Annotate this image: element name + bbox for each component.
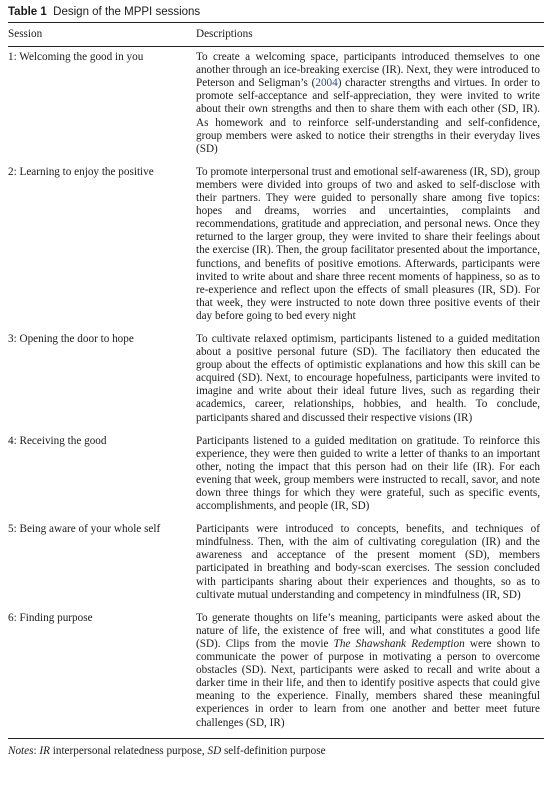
session-name: 5: Being aware of your whole self [8,523,161,536]
table-title: Design of the MPPI sessions [53,6,201,18]
table-row [8,329,544,431]
session-description: Participants listened to a guided meditation on gratitude. To reinforce this experience, they were then guided to write a letter of thanks to an important other, noting the impact that this person had on their life (IR). For each evening that week, group members were instructed to recall, savor, and note down three things for which they were grateful, such as specific events, accomplishments, and people (IR, SD) [196,434,540,513]
table-row [8,47,544,162]
notes-label: Notes [8,744,34,757]
session-description: To promote interpersonal trust and emotional self-awareness (IR, SD), group members were divided into groups of two and asked to self-disclose with their partners. They were guided to personally share among five topics: hopes and dreams, worries and uncertainties, complaints and recommendations, gratitude and appreciation, and personal news. Once they returned to the larger group, they were invited to share their feelings about the exercise (IR). Then, the group facilitator presented about the importance, functions, and benefits of positive emotions. Afterwards, participants were invited to write about and share three recent moments of happiness, so as to re-experience and reflect upon the effects of small pleasures (IR, SD). For that week, they were instructed to note down three positive events of their day before going to bed every night [196,165,540,322]
table-row [8,162,544,329]
table-caption [8,5,544,22]
table-row [8,608,544,738]
table-label: Table 1 [8,6,47,18]
session-description: To cultivate relaxed optimism, participants listened to a guided meditation about a positive personal future (SD). The faciliatory then educated the group about the effects of optimistic explanations and how this skill can be acquired (SD). Next, to encourage hopefulness, participants were invited to imagine and write about their ideal future lives, such as regarding their academics, career, relationships, hobbies, and health. To conclude, participants shared and discussed their respective visions (IR) [196,332,540,424]
header-row [8,23,544,47]
sessions-table [8,23,544,739]
session-name: 3: Opening the door to hope [8,332,134,345]
table-notes: Notes: IR interpersonal relatedness purpose, SD self-definition purpose [8,744,326,757]
session-description: To create a welcoming space, participants introduced themselves to one another through an ice-breaking exercise (IR). Next, they were introduced to Peterson and Seligman’s (2004) character strengths and virtues. In order to promote self-acceptance and self-appreciation, they were invited to write about their own strengths and then to share them with each other (SD, IR). As homework and to reinforce self-understanding and self-confidence, group members were asked to notice their strengths in their everyday lives (SD) [196,51,540,155]
abbr-sd: SD [207,744,222,757]
session-description: Participants were introduced to concepts, benefits, and techniques of mindfulness. Then, with the aim of cultivating coregulation (IR) and the awareness and acceptance of the present moment (SD), members participated in breathing and body-scan exercises. The session concluded with participants sharing about their experiences and thoughts, so as to cultivate mutual understanding and competency in mindfulness (IR, SD) [196,523,540,601]
session-description: To generate thoughts on life’s meaning, participants were asked about the nature of life, the existence of free will, and what constitutes a good life (SD). Clips from the movie The Shawshank Redemption were shown to communicate the power of purpose in motivating a person to overcome obstacles (SD). Next, participants were asked to recall and write about a darker time in their life, and then to identify positive aspects that could give meaning to the experience. Finally, members shared these meaningful experiences in order to learn from one another and better meet future challenges (SD, IR) [196,608,544,738]
column-header-descriptions: Descriptions [196,23,544,47]
session-name: 6: Finding purpose [8,608,196,738]
session-name: 4: Receiving the good [8,434,107,447]
column-header-session: Session [8,23,196,47]
movie-title: The Shawshank Redemption [333,637,465,650]
table-row [8,431,544,520]
table-row [8,519,544,608]
citation-link[interactable]: 2004 [315,77,338,90]
abbr-ir: IR [39,744,50,757]
session-name: 2: Learning to enjoy the positive [8,165,154,178]
session-name: 1: Welcoming the good in you [8,51,144,64]
